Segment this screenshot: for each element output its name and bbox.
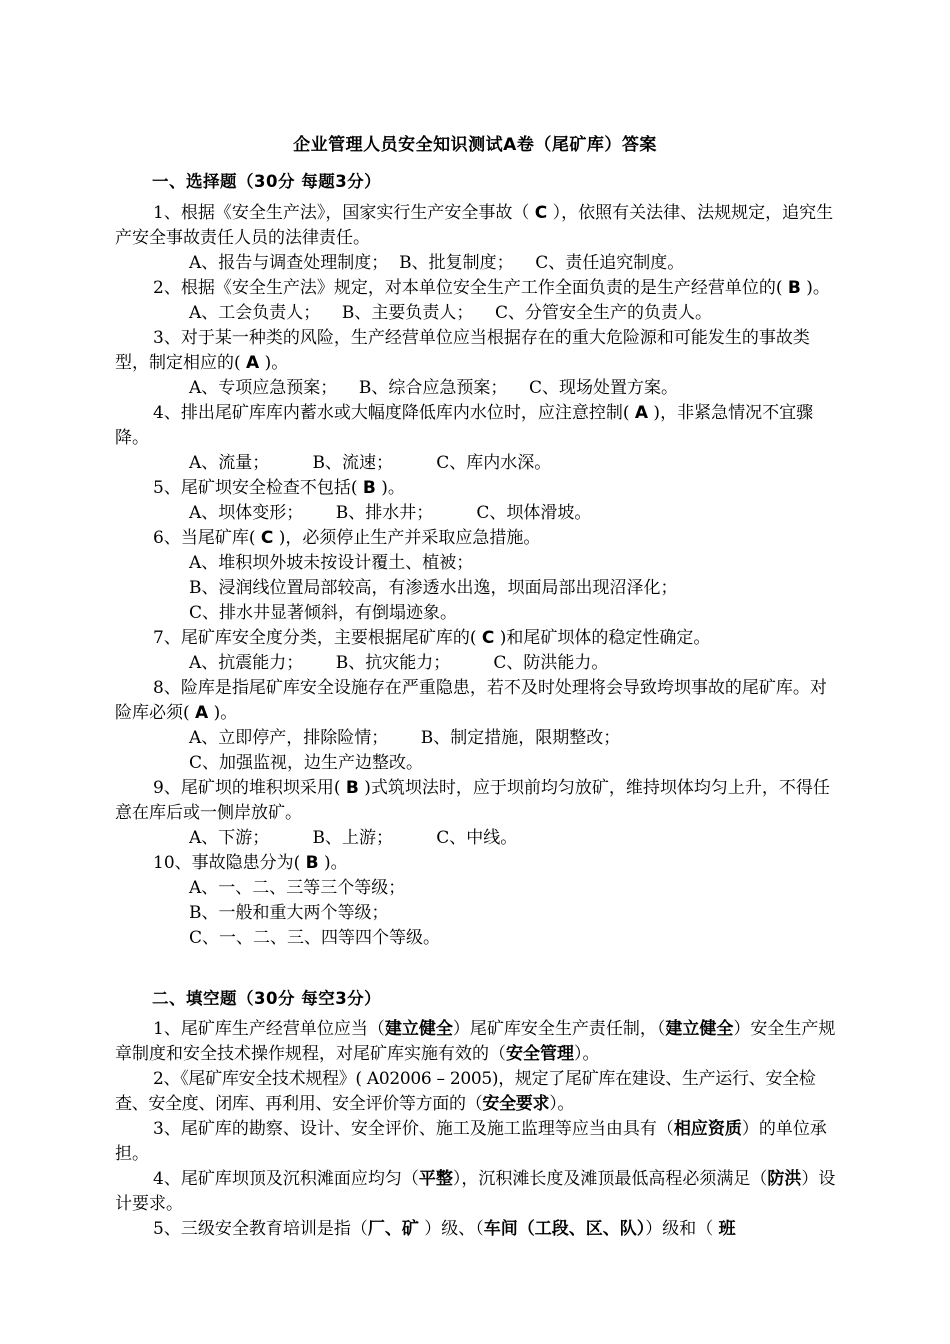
answer: 班 [718, 1219, 736, 1239]
question-10-option: B、一般和重大两个等级； [189, 903, 389, 923]
answer: B [305, 853, 319, 873]
answer: A [634, 403, 649, 423]
section-1-heading: 一、选择题（30分 每题3分） [152, 172, 382, 191]
question-8: 8、险库是指尾矿库安全设施存在严重隐患，若不及时处理将会导致垮坝事故的尾矿库。对险库必须( A )。 [115, 678, 827, 723]
answer: B [345, 778, 359, 798]
question-1-option: A、报告与调查处理制度； B、批复制度； C、责任追究制度。 [189, 253, 685, 273]
answer: 厂、矿 [367, 1219, 419, 1239]
question-1: 1、根据《安全生产法》，国家实行生产安全事故（ C ），依照有关法律、法规规定，追究生产安全事故责任人员的法律责任。 [115, 203, 834, 248]
fill-question-2: 2、《尾矿库安全技术规程》( A02006 – 2005)，规定了尾矿库在建设、生产运行、安全检查、安全度、闭库、再利用、安全评价等方面的（安全要求）。 [115, 1069, 816, 1114]
question-6-option: C、排水井显著倾斜，有倒塌迹象。 [189, 603, 458, 623]
question-9-option: A、下游； B、上游； C、中线。 [189, 828, 518, 848]
fill-question-3: 3、尾矿库的勘察、设计、安全评价、施工及施工监理等应当由具有（相应资质）的单位承担。 [115, 1119, 827, 1164]
question-4-option: A、流量； B、流速； C、库内水深。 [189, 453, 552, 473]
question-5-option: A、坝体变形； B、排水井； C、坝体滑坡。 [189, 503, 592, 523]
section-2-questions [115, 1017, 840, 1242]
answer: 建立健全 [665, 1019, 734, 1039]
question-2: 2、根据《安全生产法》规定，对本单位安全生产工作全面负责的是生产经营单位的( B )。 [153, 278, 830, 298]
question-3: 3、对于某一种类的风险，生产经营单位应当根据存在的重大危险源和可能发生的事故类型，制定相应的( A )。 [115, 328, 810, 373]
answer: 车间（工段、区、队） [483, 1219, 646, 1239]
answer: 建立健全 [384, 1019, 453, 1039]
question-10: 10、事故隐患分为( B )。 [153, 853, 348, 873]
question-8-option: C、加强监视，边生产边整改。 [189, 753, 424, 773]
question-6-option: B、浸润线位置局部较高，有渗透水出逸，坝面局部出现沼泽化； [189, 578, 678, 598]
question-4: 4、排出尾矿库库内蓄水或大幅度降低库内水位时，应注意控制( A )，非紧急情况不宜骤降。 [115, 403, 814, 448]
question-5: 5、尾矿坝安全检查不包括( B )。 [153, 478, 405, 498]
document-title: 企业管理人员安全知识测试A卷（尾矿库）答案 [293, 135, 657, 155]
question-6: 6、当尾矿库( C )，必须停止生产并采取应急措施。 [153, 528, 541, 548]
question-6-option: A、堆积坝外坡未按设计覆土、植被； [189, 553, 474, 573]
section-2-heading: 二、填空题（30分 每空3分） [152, 989, 382, 1008]
answer: B [362, 478, 376, 498]
answer: C [260, 528, 274, 548]
answer: B [787, 278, 801, 298]
question-10-option: A、一、二、三等三个等级； [189, 878, 406, 898]
question-7: 7、尾矿库安全度分类，主要根据尾矿库的( C )和尾矿坝体的稳定性确定。 [153, 628, 711, 648]
answer: 安全要求 [482, 1094, 550, 1114]
answer: 安全管理 [506, 1044, 574, 1064]
question-2-option: A、工会负责人； B、主要负责人； C、分管安全生产的负责人。 [189, 303, 713, 323]
question-10-option: C、一、二、三、四等四个等级。 [189, 928, 441, 948]
answer: 相应资质 [673, 1119, 742, 1139]
answer: C [481, 628, 495, 648]
fill-question-4: 4、尾矿库坝顶及沉积滩面应均匀（平整），沉积滩长度及滩顶最低高程必须满足（防洪）设计要求。 [115, 1169, 836, 1214]
question-7-option: A、抗震能力； B、抗灾能力； C、防洪能力。 [189, 653, 609, 673]
answer: A [246, 353, 260, 373]
section-1-questions [115, 201, 840, 951]
question-3-option: A、专项应急预案； B、综合应急预案； C、现场处置方案。 [189, 378, 679, 398]
fill-question-1: 1、尾矿库生产经营单位应当（建立健全）尾矿库安全生产责任制，（建立健全）安全生产规章制度和安全技术操作规程，对尾矿库实施有效的（安全管理）。 [115, 1019, 836, 1064]
question-9: 9、尾矿坝的堆积坝采用( B )式筑坝法时，应于坝前均匀放矿，维持坝体均匀上升，不得任意在库后或一侧岸放矿。 [115, 778, 830, 823]
answer: C [534, 203, 548, 223]
answer: 防洪 [767, 1169, 802, 1189]
fill-question-5: 5、三级安全教育培训是指（厂、矿 ）级、（车间（工段、区、队））级和（ 班 [153, 1219, 736, 1239]
answer: A [195, 703, 209, 723]
question-8-option: A、立即停产，排除险情； B、制定措施，限期整改； [189, 728, 621, 748]
answer: 平整 [418, 1169, 453, 1189]
